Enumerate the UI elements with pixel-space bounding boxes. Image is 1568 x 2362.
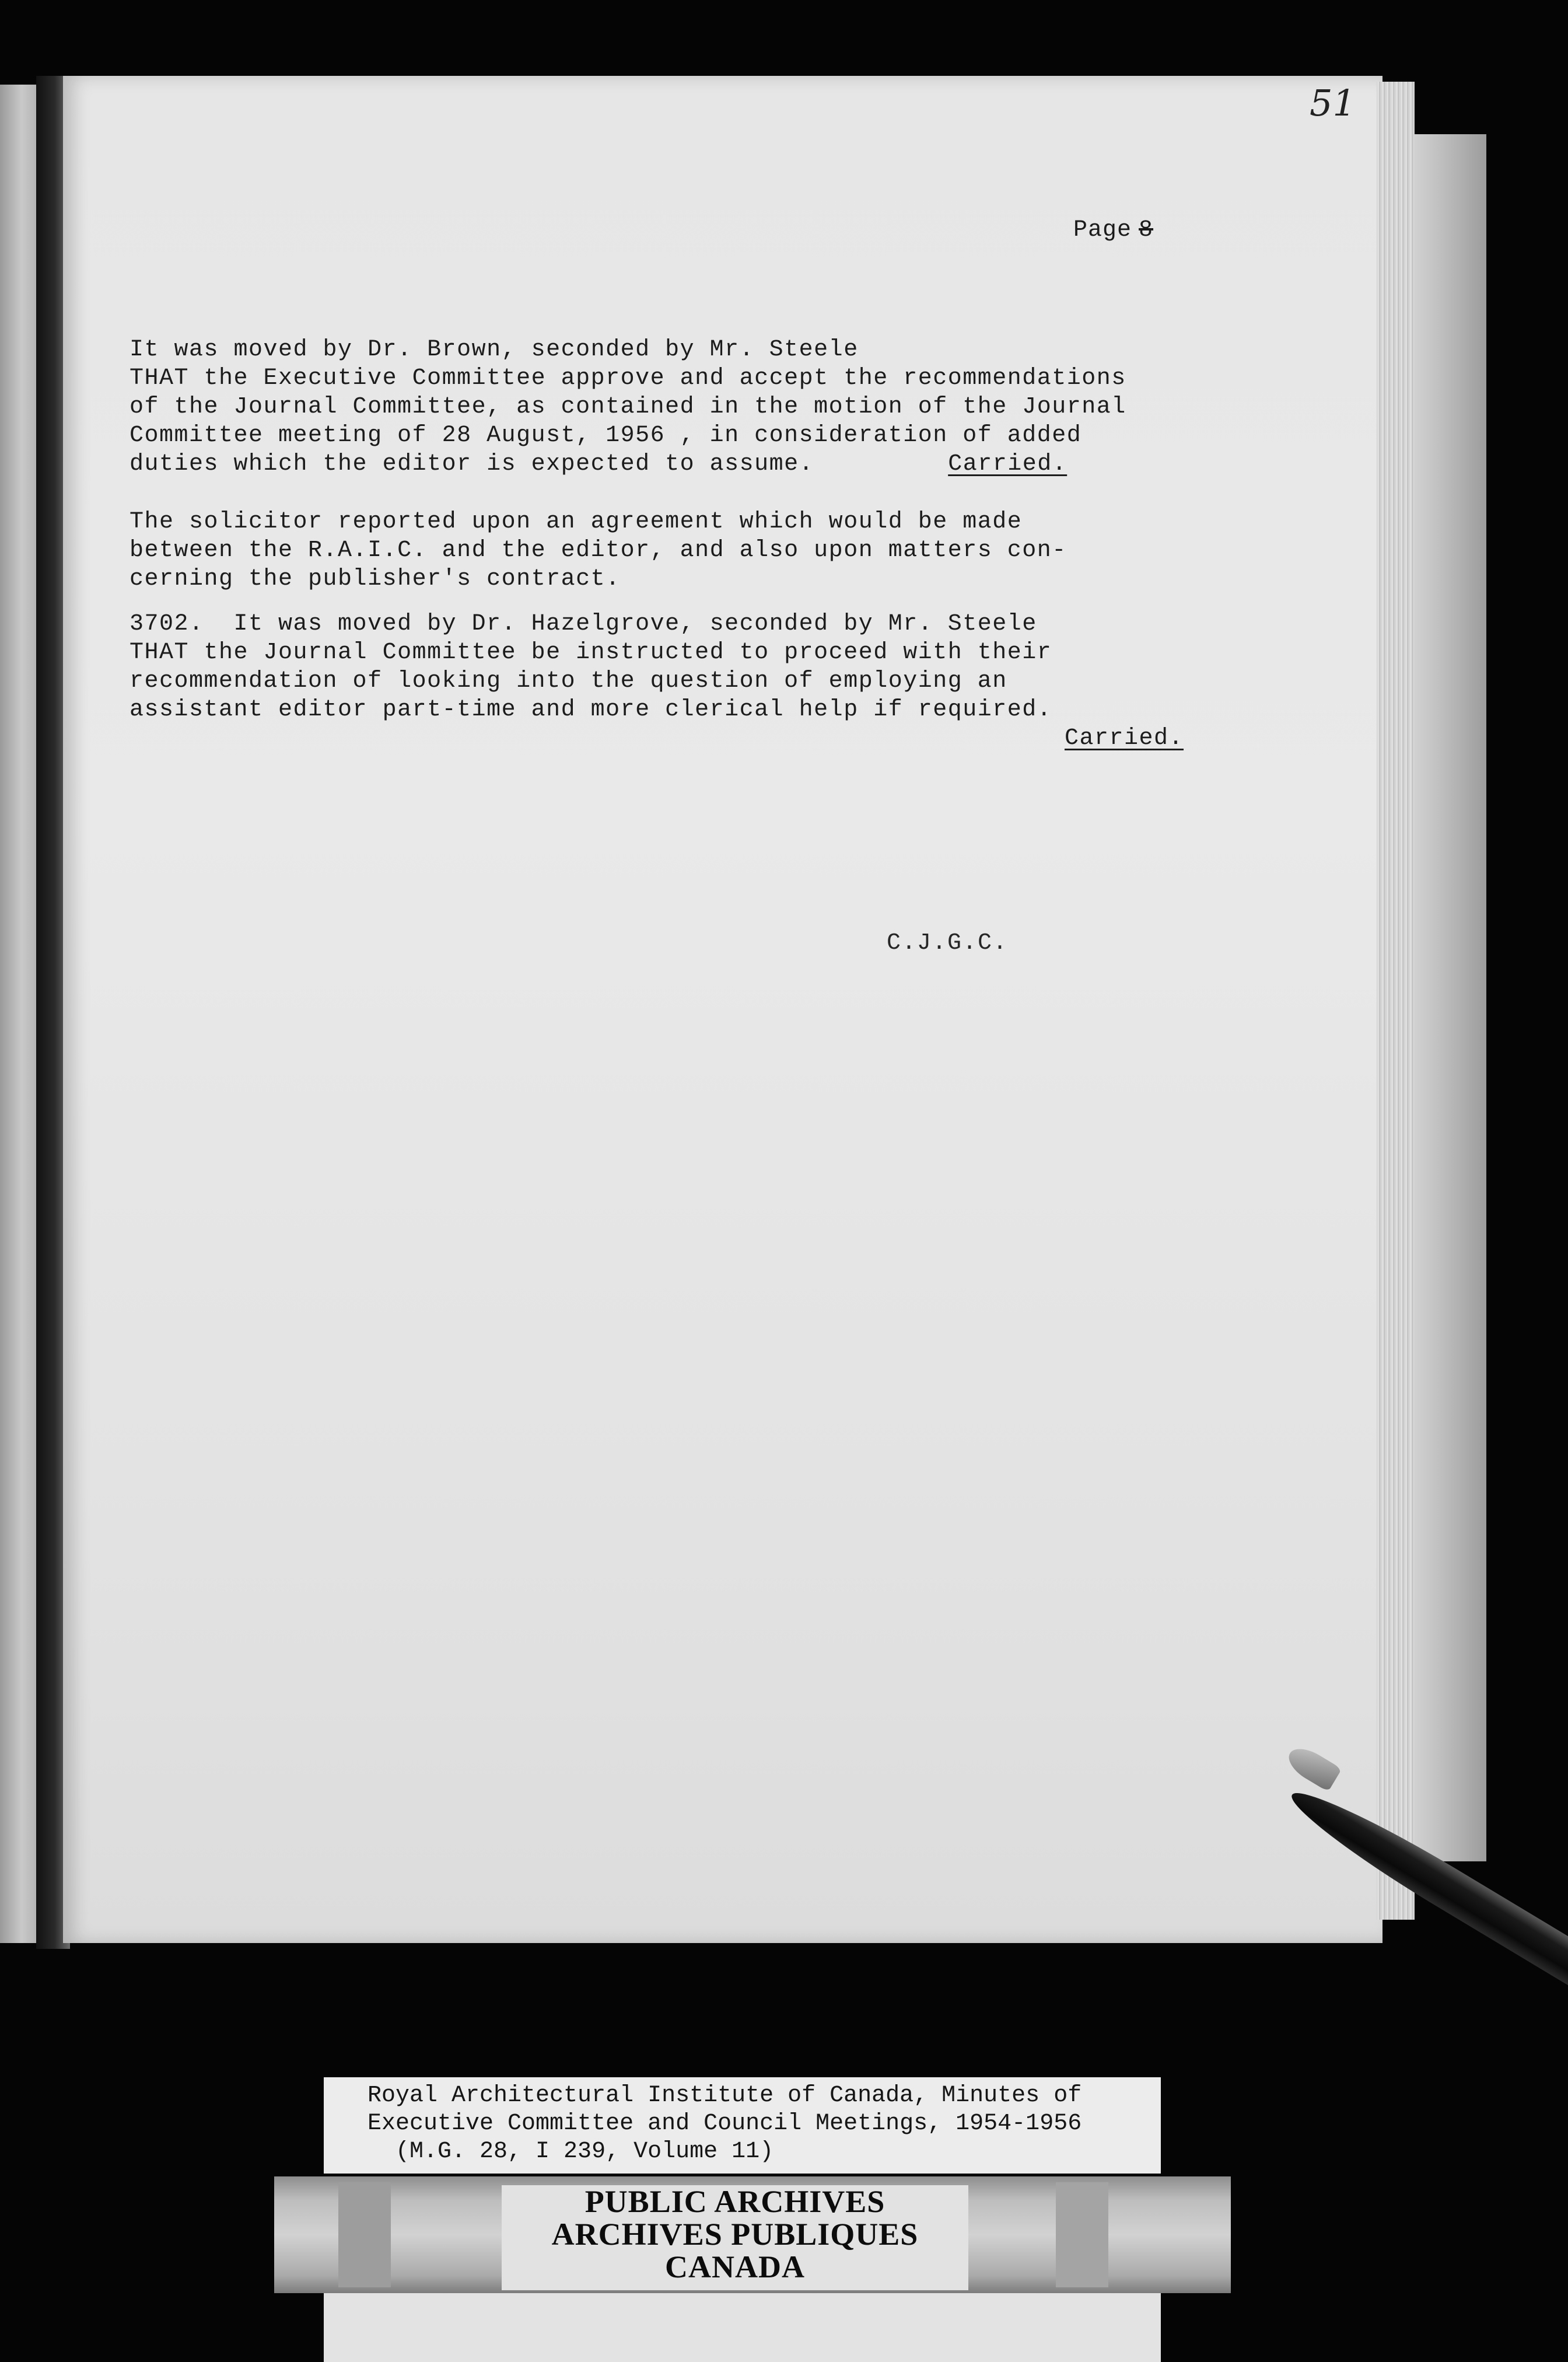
caption-line: (M.G. 28, I 239, Volume 11) bbox=[368, 2139, 774, 2165]
text-line: THAT the Executive Committee approve and accept the recommendations bbox=[130, 365, 1126, 392]
stamp-line: CANADA bbox=[665, 2249, 805, 2284]
stamp-line: ARCHIVES PUBLIQUES bbox=[551, 2217, 919, 2252]
text-line: assistant editor part-time and more clerical help if required. bbox=[130, 697, 1052, 723]
archival-caption-text bbox=[368, 2082, 1149, 2166]
text-line: THAT the Journal Committee be instructed to proceed with their bbox=[130, 640, 1052, 666]
text-line: recommendation of looking into the question of employing an bbox=[130, 668, 1007, 694]
stamp-line: PUBLIC ARCHIVES bbox=[584, 2184, 886, 2219]
page-stack-back bbox=[1410, 134, 1486, 1861]
solicitor-paragraph bbox=[130, 508, 1273, 593]
caption-bottom-band bbox=[324, 2293, 1161, 2362]
facing-page-edge bbox=[0, 85, 36, 1943]
carried-mark: Carried. bbox=[1064, 725, 1184, 752]
initials: C.J.G.C. bbox=[887, 930, 1009, 956]
motion-paragraph-3702 bbox=[130, 610, 1273, 753]
motion-paragraph-1 bbox=[130, 336, 1273, 478]
text-line: Committee meeting of 28 August, 1956 , in consideration of added bbox=[130, 422, 1082, 449]
text-line: cerning the publisher's contract. bbox=[130, 566, 621, 592]
folio-number: 51 bbox=[1310, 82, 1356, 124]
text-line: 3702. It was moved by Dr. Hazelgrove, seconded by Mr. Steele bbox=[130, 611, 1037, 637]
caption-line: Executive Committee and Council Meetings, 1954-1956 bbox=[368, 2111, 1082, 2137]
text-line: The solicitor reported upon an agreement which would be made bbox=[130, 509, 1023, 535]
text-line bbox=[130, 724, 1184, 753]
caption-line: Royal Architectural Institute of Canada, Minutes of bbox=[368, 2083, 1082, 2109]
text-line: between the R.A.I.C. and the editor, and also upon matters con- bbox=[130, 537, 1067, 564]
text-line: of the Journal Committee, as contained in the motion of the Journal bbox=[130, 394, 1126, 420]
archives-stamp bbox=[502, 2185, 968, 2290]
carried-mark: Carried. bbox=[948, 451, 1068, 477]
page-label bbox=[1073, 217, 1153, 243]
text-line-last: duties which the editor is expected to assume. bbox=[130, 451, 814, 477]
page-stack-edge bbox=[1377, 82, 1415, 1920]
page-label-struck-number: 8 bbox=[1139, 217, 1154, 243]
page-label-text: Page bbox=[1073, 217, 1132, 243]
text-line: It was moved by Dr. Brown, seconded by Mr. Steele bbox=[130, 337, 859, 363]
text-line bbox=[130, 450, 1273, 478]
